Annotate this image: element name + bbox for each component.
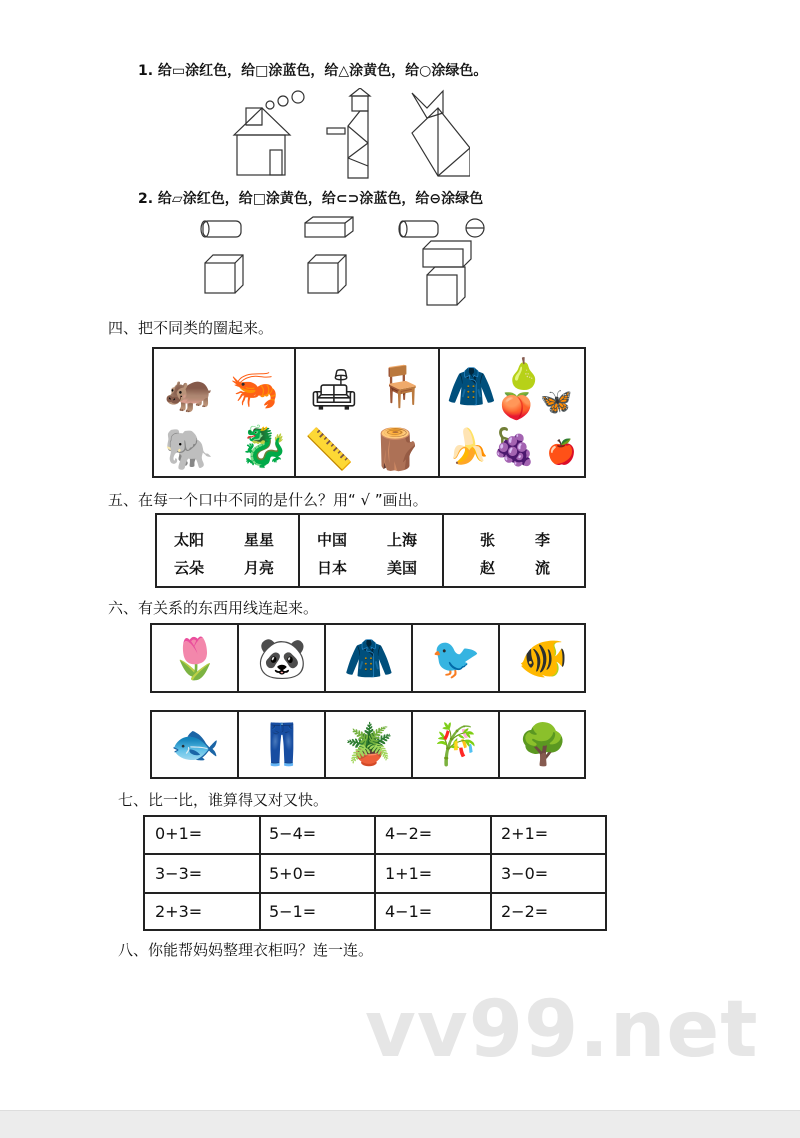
- question-2: 2. 给▱涂红色，给□涂黄色，给⊂⊃涂蓝色，给⊖涂绿色: [138, 191, 484, 207]
- grapes-picture: 🍇: [491, 426, 537, 468]
- hippo-picture: 🦛: [164, 369, 214, 415]
- arithmetic-table: [143, 815, 607, 931]
- flowerpot-picture[interactable]: 🪴: [344, 722, 394, 768]
- equation: 3−3=: [155, 864, 203, 883]
- word: 星星: [244, 531, 275, 549]
- shrimp-picture: 🦐: [229, 366, 279, 413]
- chair-picture: 🪑: [376, 364, 427, 410]
- word: 流: [535, 559, 551, 577]
- bird-picture[interactable]: 🐦: [431, 635, 481, 682]
- word: 日本: [317, 559, 348, 577]
- solid-shapes: [195, 213, 495, 313]
- word: 太阳: [174, 531, 205, 549]
- equation: 3−0=: [501, 864, 549, 883]
- tangram-figures: [230, 88, 470, 183]
- apple-picture: 🍎: [546, 437, 577, 466]
- equation: 1+1=: [385, 864, 433, 883]
- question-1: 1. 给▭涂红色，给□涂蓝色，给△涂黄色，给○涂绿色。: [138, 63, 488, 79]
- panda-picture[interactable]: 🐼: [257, 635, 307, 682]
- word: 李: [535, 531, 551, 549]
- word: 月亮: [244, 559, 275, 577]
- word: 中国: [317, 531, 348, 549]
- sofa-picture: 🛋: [308, 366, 360, 413]
- trousers-picture[interactable]: 👖: [257, 722, 307, 768]
- equation: 0+1=: [155, 824, 203, 843]
- section-5-title: 五、在每一个口中不同的是什么？用“ √ ”画出。: [108, 491, 428, 509]
- equation: 5−1=: [269, 902, 317, 921]
- word: 美国: [387, 559, 418, 577]
- word: 张: [480, 531, 496, 549]
- seahorse-picture: 🐉: [239, 424, 289, 470]
- section-8-title: 八、你能帮妈妈整理衣柜吗？连一连。: [118, 941, 374, 959]
- word: 上海: [387, 531, 418, 549]
- fish-picture[interactable]: 🐠: [518, 635, 568, 682]
- equation: 2+3=: [155, 902, 203, 921]
- section-4-title: 四、把不同类的圈起来。: [108, 319, 274, 337]
- peach-picture: 🍑: [500, 391, 533, 422]
- equation: 4−1=: [385, 902, 433, 921]
- word: 云朵: [174, 559, 205, 577]
- word-groups-box: [155, 513, 586, 588]
- section-7-title: 七、比一比，谁算得又对又快。: [118, 791, 329, 809]
- equation: 2−2=: [501, 902, 549, 921]
- equation: 2+1=: [501, 824, 549, 843]
- banana-picture: 🍌: [447, 426, 491, 467]
- ruler-picture: 📏: [304, 426, 354, 473]
- classification-box: [152, 347, 586, 478]
- jacket-picture: 🧥: [446, 364, 497, 410]
- table-picture: 🪵: [371, 426, 422, 473]
- matching-top-row: [150, 623, 586, 693]
- butterfly-picture: 🦋: [540, 386, 573, 417]
- matching-bottom-row: [150, 710, 586, 779]
- equation: 5−4=: [269, 824, 317, 843]
- forest-picture[interactable]: 🌳: [518, 722, 568, 768]
- bottom-bar: [0, 1110, 800, 1138]
- section-6-title: 六、有关系的东西用线连起来。: [108, 599, 319, 617]
- pear-picture: 🍐: [505, 356, 543, 392]
- equation: 5+0=: [269, 864, 317, 883]
- word: 赵: [480, 559, 496, 577]
- fishbowl-picture[interactable]: 🐟: [170, 722, 220, 768]
- jacket-picture[interactable]: 🧥: [344, 635, 394, 682]
- tulip-picture[interactable]: 🌷: [170, 635, 220, 682]
- bamboo-picture[interactable]: 🎋: [431, 722, 481, 768]
- elephant-picture: 🐘: [164, 426, 214, 473]
- equation: 4−2=: [385, 824, 433, 843]
- watermark: vv99.net: [365, 985, 759, 1075]
